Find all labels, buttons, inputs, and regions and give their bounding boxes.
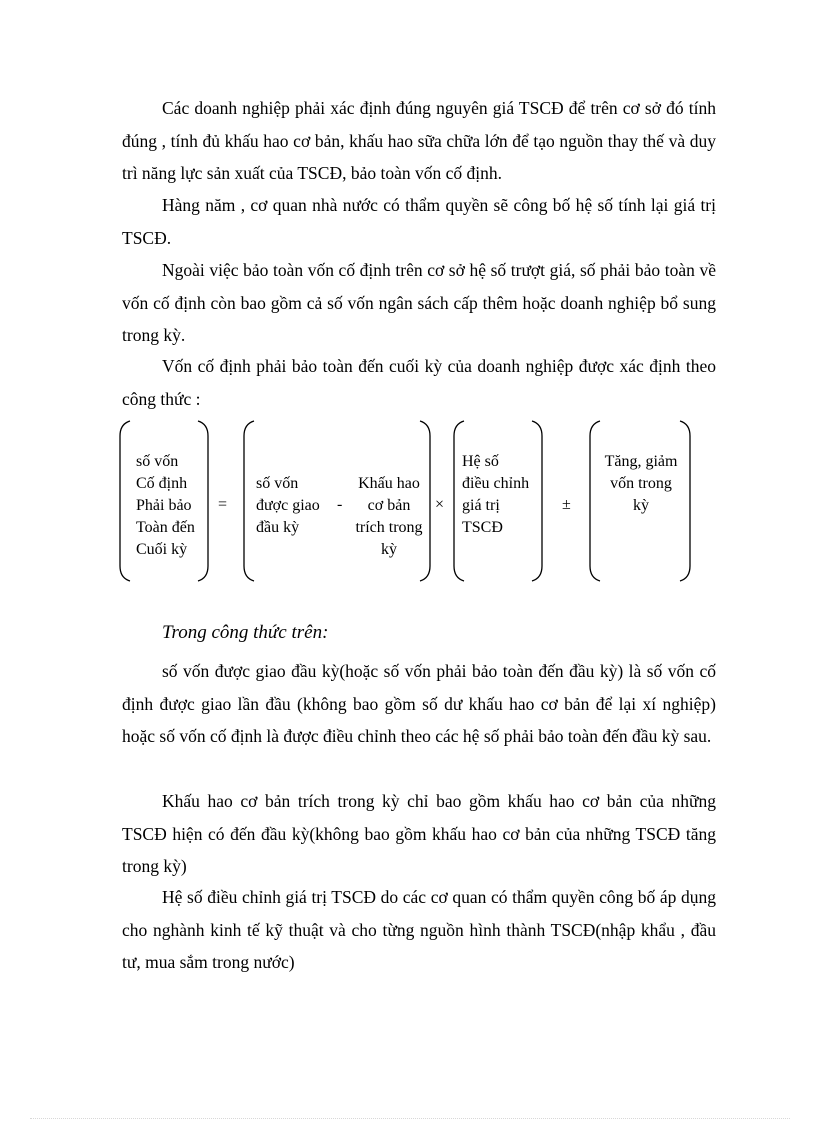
equals-sign: = <box>218 496 228 513</box>
paragraph-explain-coefficient: Hệ số điều chỉnh giá trị TSCĐ do các cơ quan có thẩm quyền công bố áp dụng cho nghành kinh tế kỹ thuật và cho từng nguồn hình thành TSCĐ(nhập khẩu , đầu tư, mua sắm trong nước) <box>122 887 716 972</box>
minus-sign: - <box>337 496 343 513</box>
formula-lhs <box>136 451 195 561</box>
paragraph-annual: Hàng năm , cơ quan nhà nước có thẩm quyền sẽ công bố hệ số tính lại giá trị TSCĐ. <box>122 195 716 248</box>
formula-term-line: số vốn <box>256 475 299 492</box>
formula-lhs-line: Cuối kỳ <box>136 541 188 558</box>
paragraph-explain-depreciation: Khấu hao cơ bản trích trong kỳ chỉ bao gồm khấu hao cơ bản của những TSCĐ hiện có đến đầu kỳ(không bao gồm khấu hao cơ bản của những TSCĐ tăng trong kỳ) <box>122 791 716 876</box>
formula-term-line: Hệ số <box>462 453 499 470</box>
formula-lhs-line: Cố định <box>136 475 188 492</box>
formula-term-adjustment-coefficient <box>462 451 529 539</box>
formula-term-change-in-capital <box>592 451 690 517</box>
formula-term-opening-capital <box>256 473 320 539</box>
formula-term-depreciation <box>348 473 430 561</box>
paragraph-intro: Các doanh nghiệp phải xác định đúng nguyên giá TSCĐ để trên cơ sở đó tính đúng , tính đủ khấu hao cơ bản, khấu hao sữa chữa lớn để tạo nguồn thay thế và duy trì năng lực sản xuất của TSCĐ, bảo toàn vốn cố định. <box>122 98 716 183</box>
formula-term-line: vốn trong <box>610 475 672 492</box>
page-bottom-divider <box>30 1118 790 1119</box>
formula-lhs-line: số vốn <box>136 453 179 470</box>
paragraph-explain-opening-capital: số vốn được giao đầu kỳ(hoặc số vốn phải bảo toàn đến đầu kỳ) là số vốn cố định được giao lần đầu (không bao gồm số dư khấu hao cơ bản để lại xí nghiệp) hoặc số vốn cố định là được điều chỉnh theo các hệ số phải bảo toàn đến đầu kỳ sau. <box>122 661 716 746</box>
formula-term-line: giá trị <box>462 497 500 514</box>
formula-term-line: Tăng, giảm <box>604 453 678 470</box>
formula-term-line: kỳ <box>633 497 649 514</box>
formula-term-line: điều chỉnh <box>462 475 530 492</box>
section-heading: Trong công thức trên: <box>162 622 329 643</box>
formula-lhs-line: Phải bảo <box>136 497 192 514</box>
formula-term-line: đầu kỳ <box>256 519 300 536</box>
formula-term-line: kỳ <box>381 541 397 558</box>
formula-term-line: cơ bản <box>367 497 411 514</box>
formula-term-line: TSCĐ <box>462 519 503 536</box>
formula-lhs-line: Toàn đến <box>136 519 195 536</box>
paragraph-formula-intro: Vốn cố định phải bảo toàn đến cuối kỳ của doanh nghiệp được xác định theo công thức : <box>122 356 716 409</box>
formula-term-line: Khấu hao <box>358 475 420 492</box>
formula-term-line: trích trong <box>355 519 423 536</box>
paragraph-besides: Ngoài việc bảo toàn vốn cố định trên cơ sở hệ số trượt giá, số phải bảo toàn về vốn cố định còn bao gồm cả số vốn ngân sách cấp thêm hoặc doanh nghiệp bổ sung trong kỳ. <box>122 260 716 345</box>
formula-block <box>118 418 698 584</box>
plus-minus-sign: ± <box>562 496 571 513</box>
times-sign: × <box>435 496 445 513</box>
formula-term-line: được giao <box>256 497 320 514</box>
